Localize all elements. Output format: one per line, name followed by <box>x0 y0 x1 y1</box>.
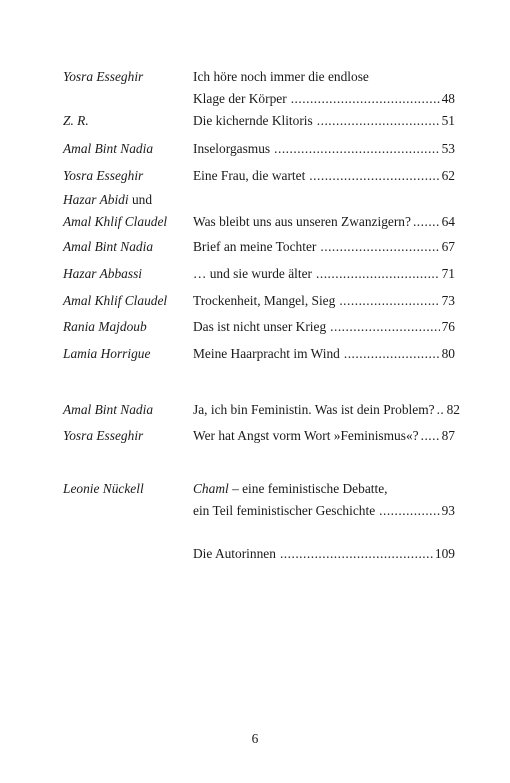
toc-author: Amal Bint Nadia <box>63 239 154 254</box>
toc-page-number: 93 <box>441 503 455 518</box>
toc-title-text: Die Autorinnen <box>193 546 276 561</box>
toc-author: Lamia Horrigue <box>63 346 151 361</box>
toc-dot-leader <box>330 316 439 338</box>
toc-page-number: 64 <box>441 214 455 229</box>
page-number: 6 <box>251 731 259 746</box>
toc-page-number: 80 <box>441 346 455 361</box>
toc-title-text-rest: – eine feministische Debatte, <box>228 481 388 496</box>
toc-page-number: 48 <box>441 91 455 106</box>
toc-page-number: 53 <box>441 141 455 156</box>
toc-title-text <box>193 478 388 500</box>
toc-title-line <box>193 316 455 338</box>
toc-title-text: Das ist nicht unser Krieg <box>193 319 327 334</box>
toc-title-line <box>193 290 455 312</box>
toc-title <box>193 211 455 233</box>
toc-title-line <box>193 543 455 565</box>
toc-title-text: Inselorgasmus <box>193 141 271 156</box>
toc-title <box>193 263 455 285</box>
toc-dot-leader <box>316 263 440 285</box>
toc-dot-leader <box>437 399 445 421</box>
toc-page-number: 76 <box>441 319 455 334</box>
toc-title-text: Brief an meine Tochter <box>193 239 317 254</box>
toc-title <box>193 110 455 132</box>
toc-author: Yosra Esseghir <box>63 428 144 443</box>
toc-title-text: Ich höre noch immer die endlose <box>193 69 369 84</box>
toc-title-text: Die kichernde Klitoris <box>193 113 313 128</box>
toc-dot-leader <box>280 543 433 565</box>
toc-title-line <box>193 425 455 447</box>
toc-page-number: 67 <box>441 239 455 254</box>
toc-title-text: Was bleibt uns aus unseren Zwanzigern? <box>193 214 411 229</box>
toc-dot-leader <box>274 138 439 160</box>
toc-title <box>193 543 455 565</box>
toc-dot-leader <box>413 211 440 233</box>
toc-dot-leader <box>339 290 439 312</box>
toc-dot-leader <box>317 110 440 132</box>
toc-title-text: Wer hat Angst vorm Wort »Feminismus«? <box>193 428 419 443</box>
toc-title <box>193 138 455 160</box>
toc-page-number: 73 <box>441 293 455 308</box>
toc-title <box>193 343 455 365</box>
toc-title <box>193 316 455 338</box>
toc-page-number: 82 <box>446 402 460 417</box>
toc-title-line <box>193 399 460 421</box>
toc-page-number: 62 <box>441 168 455 183</box>
toc-title-emphasis: Chaml <box>193 481 229 496</box>
toc-title-text: Ja, ich bin Feministin. Was ist dein Problem? <box>193 402 435 417</box>
toc-title <box>193 425 455 447</box>
toc-title-line <box>193 88 455 110</box>
toc-author: Amal Khlif Claudel <box>63 214 168 229</box>
toc-author: Z. R. <box>63 113 89 128</box>
toc-title <box>193 290 455 312</box>
toc-title-text: … und sie wurde älter <box>193 266 312 281</box>
toc-author-conjunction: und <box>128 192 153 207</box>
toc-page-number: 71 <box>441 266 455 281</box>
toc-author: Amal Bint Nadia <box>63 402 154 417</box>
toc-title-line <box>193 211 455 233</box>
toc-dot-leader <box>320 236 439 258</box>
toc-page-number: 87 <box>441 428 455 443</box>
toc-title <box>193 236 455 258</box>
toc-author: Amal Bint Nadia <box>63 141 154 156</box>
toc-page-number: 109 <box>434 546 455 561</box>
toc-author: Amal Khlif Claudel <box>63 293 168 308</box>
toc-title-text: ein Teil feministischer Geschichte <box>193 503 376 518</box>
toc-dot-leader <box>379 500 439 522</box>
toc-title <box>193 478 455 522</box>
toc-title-line <box>193 66 455 88</box>
toc-title-line <box>193 263 455 285</box>
toc-title-line <box>193 343 455 365</box>
toc-dot-leader <box>291 88 440 110</box>
toc-author: Rania Majdoub <box>63 319 147 334</box>
toc-title-line <box>193 500 455 522</box>
toc-author-name: Hazar Abidi <box>63 192 129 207</box>
toc-title-line <box>193 138 455 160</box>
toc-title <box>193 66 455 110</box>
toc-title-text: Klage der Körper <box>193 91 287 106</box>
toc-author <box>63 189 188 211</box>
toc-author: Yosra Esseghir <box>63 69 144 84</box>
toc-title-text: Eine Frau, die wartet <box>193 168 306 183</box>
toc-dot-leader <box>421 425 440 447</box>
toc-author: Yosra Esseghir <box>63 168 144 183</box>
toc-title-text: Meine Haarpracht im Wind <box>193 346 340 361</box>
toc-author: Hazar Abbassi <box>63 266 142 281</box>
toc-dot-leader <box>309 165 439 187</box>
toc-title <box>193 399 460 421</box>
toc-title-line <box>193 478 455 500</box>
toc-title-text: Trockenheit, Mangel, Sieg <box>193 293 336 308</box>
toc-title-line <box>193 236 455 258</box>
toc-title-line <box>193 110 455 132</box>
toc-title-line <box>193 165 455 187</box>
toc-author: Leonie Nückell <box>63 481 144 496</box>
toc-page-number: 51 <box>441 113 455 128</box>
toc-dot-leader <box>344 343 440 365</box>
toc-title <box>193 165 455 187</box>
